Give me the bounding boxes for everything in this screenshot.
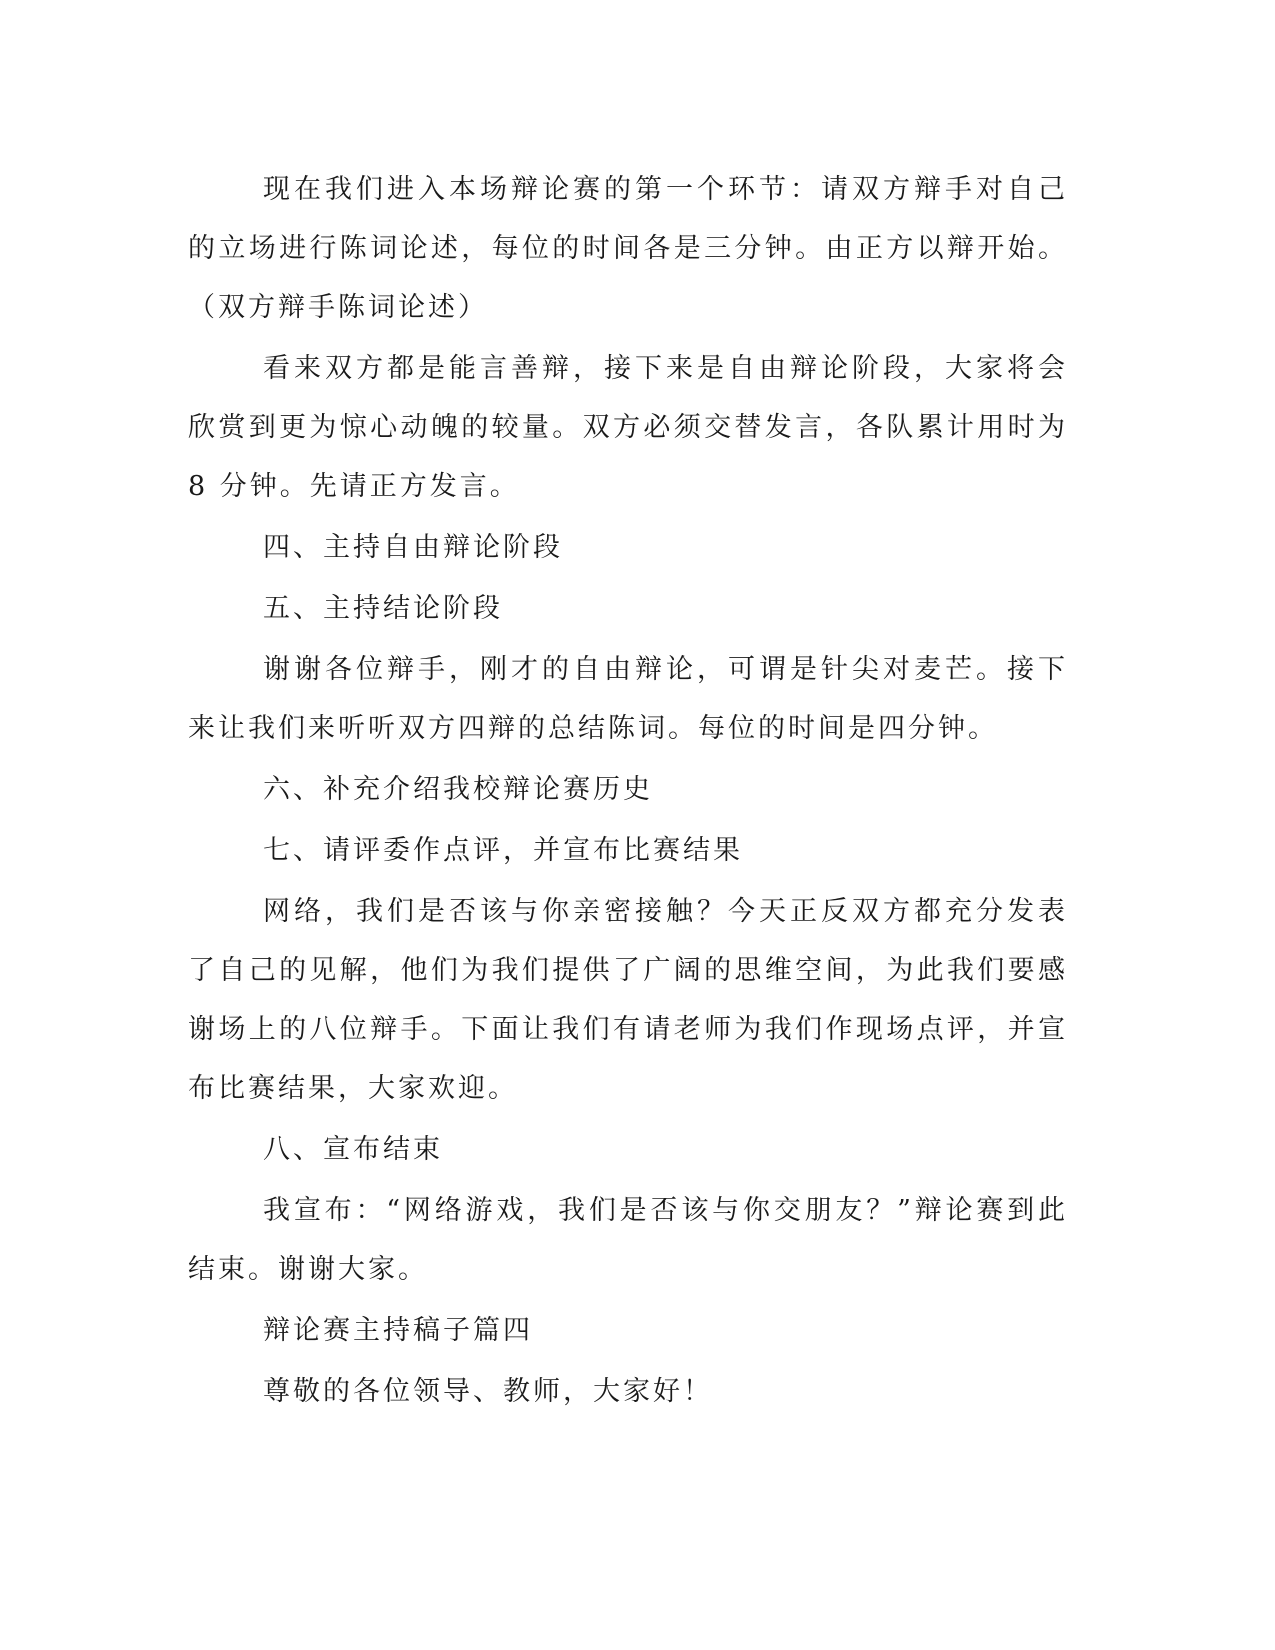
paragraph-judges-comment: 网络，我们是否该与你亲密接触？今天正反双方都充分发表了自己的见解，他们为我们提供了广阔的思维空间，为此我们要感谢场上的八位辩手。下面让我们有请老师为我们作现场点评，并宣布比赛结果，大家欢迎。 bbox=[188, 896, 1068, 1104]
section-heading-judges: 七、请评委作点评，并宣布比赛结果 bbox=[263, 835, 743, 866]
paragraph-first-round: 现在我们进入本场辩论赛的第一个环节：请双方辩手对自己的立场进行陈词论述，每位的时间各是三分钟。由正方以辩开始。（双方辩手陈词论述） bbox=[188, 174, 1068, 323]
paragraph-greeting: 尊敬的各位领导、教师，大家好！ bbox=[263, 1376, 713, 1407]
section-heading-closing: 八、宣布结束 bbox=[263, 1134, 443, 1165]
paragraph-summary-statements: 谢谢各位辩手，刚才的自由辩论，可谓是针尖对麦芒。接下来让我们来听听双方四辩的总结陈词。每位的时间是四分钟。 bbox=[188, 654, 1068, 744]
document-body bbox=[188, 160, 1068, 1423]
section-heading-conclusion: 五、主持结论阶段 bbox=[263, 593, 503, 624]
paragraph-closing-announcement: 我宣布：“网络游戏，我们是否该与你交朋友？”辩论赛到此结束。谢谢大家。 bbox=[188, 1195, 1068, 1285]
section-heading-history: 六、补充介绍我校辩论赛历史 bbox=[263, 774, 653, 805]
section-heading-free-debate: 四、主持自由辩论阶段 bbox=[263, 532, 563, 563]
paragraph-free-debate-intro: 看来双方都是能言善辩，接下来是自由辩论阶段，大家将会欣赏到更为惊心动魄的较量。双方必须交替发言，各队累计用时为 8 分钟。先请正方发言。 bbox=[188, 353, 1068, 502]
article-title-part-four: 辩论赛主持稿子篇四 bbox=[263, 1315, 533, 1346]
